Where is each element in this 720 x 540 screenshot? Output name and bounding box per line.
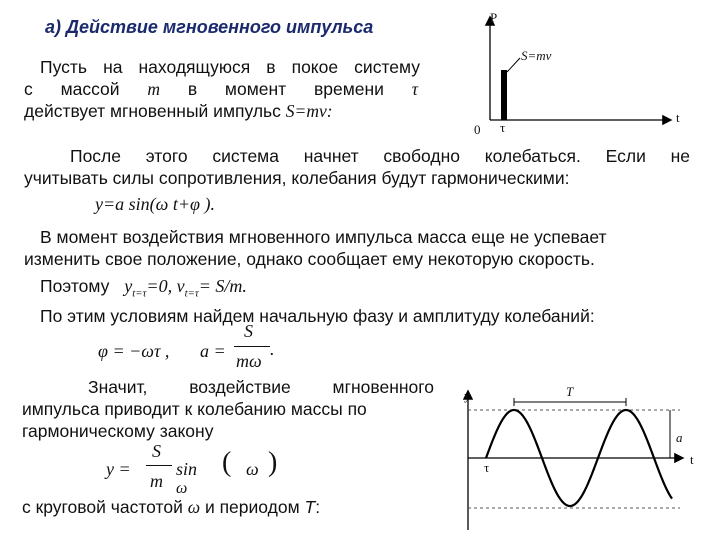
osc-axis-y-label: y <box>464 388 471 403</box>
impulse-value-label: S=mv <box>521 48 552 63</box>
law-paren-open: ( <box>222 447 232 478</box>
impulse-pointer <box>507 58 520 72</box>
law-line-2: импульса приводит к колебанию массы по <box>22 399 367 419</box>
impulse-axis-x-label: t <box>676 110 680 125</box>
osc-axis-x-label: t <box>690 452 694 467</box>
intro-line-3: действует мгновенный импульс S=mv: <box>24 101 333 121</box>
after-line-1: После этого система начнет свободно колебаться. Если не <box>70 146 690 166</box>
moment-line-2: изменить свое положение, однако сообщает ему некоторую скорость. <box>24 249 595 269</box>
intro-line-2: с массой m в момент времени τ <box>24 79 418 99</box>
oscillation-graph <box>440 380 710 540</box>
amplitude-denominator: mω <box>236 351 262 371</box>
initial-conditions: Поэтому $y_{t=\tau}=0$, $v_{t=\tau}= S/m$. <box>40 276 247 300</box>
final-line: с круговой частотой ω и периодом T: <box>22 497 321 517</box>
impulse-graph <box>470 8 698 138</box>
law-line-3: гармоническому закону <box>22 421 214 441</box>
amplitude-numerator: S <box>244 321 253 341</box>
impulse-axis-y-label: P <box>490 10 498 25</box>
slide-title: а) Действие мгновенного импульса <box>45 17 374 37</box>
general-equation: y=a sin(ω t+φ ). <box>95 194 215 214</box>
law-sin: sin <box>176 459 198 479</box>
amplitude-fraction-bar <box>234 346 270 347</box>
impulse-origin-label: 0 <box>474 122 481 137</box>
osc-amplitude-label: a <box>676 430 683 445</box>
intro-line-1: Пусть на находящуюся в покое систему <box>40 57 420 77</box>
impulse-bar <box>501 70 507 120</box>
after-line-2: учитывать силы сопротивления, колебания будут гармоническими: <box>24 168 570 188</box>
law-omega-denominator: ω <box>176 480 188 497</box>
moment-line-1: В момент воздействия мгновенного импульса масса еще не успевает <box>40 227 607 247</box>
phase-formula: φ = −ωτ , <box>98 341 170 361</box>
law-paren-close: ) <box>268 447 278 478</box>
impulse-equation: S=mv: <box>285 101 333 121</box>
law-line-1: Значит, воздействие мгновенного <box>88 377 434 397</box>
law-lhs: y = <box>106 459 131 479</box>
law-denominator: m <box>150 471 163 491</box>
amplitude-formula-lhs: a = <box>200 341 226 361</box>
law-fraction-bar <box>146 465 172 466</box>
conditions-line: По этим условиям найдем начальную фазу и амплитуду колебаний: <box>40 306 595 326</box>
law-omega: ω <box>246 459 259 479</box>
amplitude-dot: . <box>270 339 275 359</box>
osc-period-label: T <box>566 384 574 399</box>
osc-tau-label: τ <box>484 460 490 475</box>
law-numerator: S <box>152 441 161 461</box>
impulse-tau-label: τ <box>500 120 506 135</box>
